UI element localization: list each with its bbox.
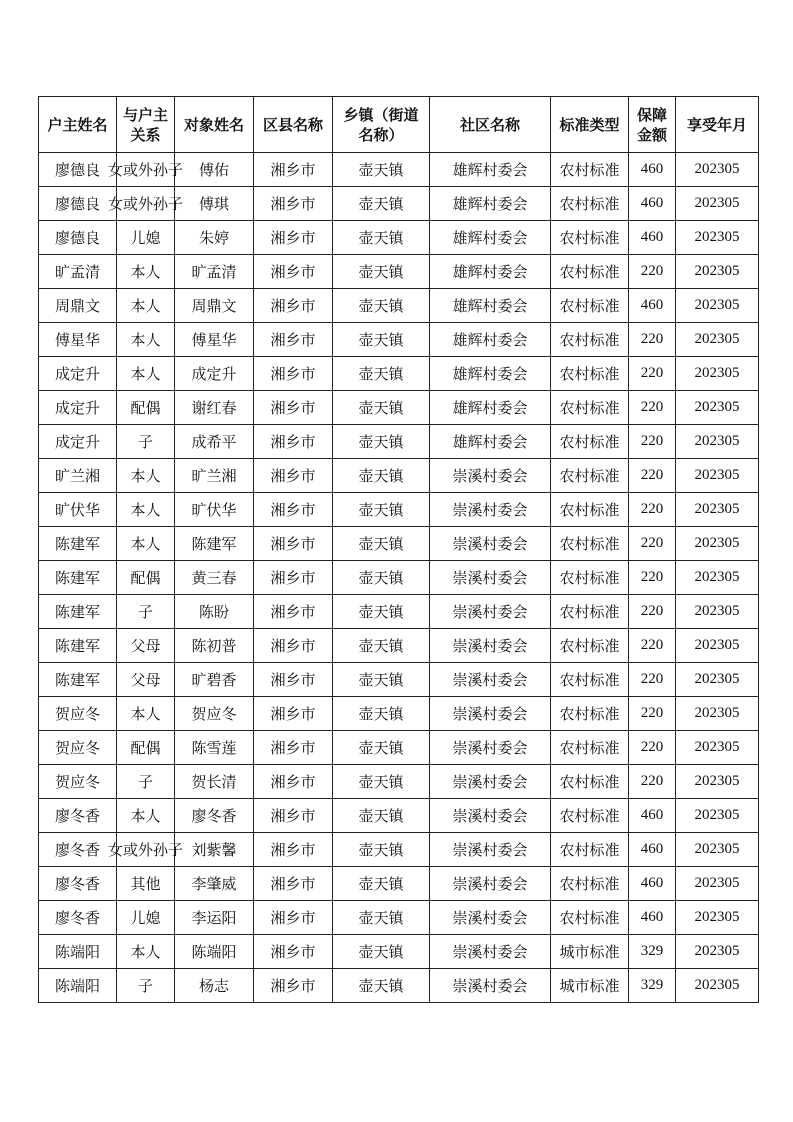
cell-head: 廖冬香 [39, 901, 117, 935]
cell-standard: 农村标准 [551, 561, 629, 595]
cell-month: 202305 [676, 289, 759, 323]
cell-relation: 本人 [117, 935, 175, 969]
cell-community: 雄辉村委会 [430, 187, 551, 221]
cell-standard: 农村标准 [551, 765, 629, 799]
cell-town: 壶天镇 [333, 187, 430, 221]
cell-head: 廖冬香 [39, 833, 117, 867]
cell-town: 壶天镇 [333, 153, 430, 187]
header-relation: 与户主关系 [117, 97, 175, 153]
cell-amount: 220 [629, 629, 676, 663]
cell-standard: 农村标准 [551, 221, 629, 255]
cell-community: 崇溪村委会 [430, 969, 551, 1003]
cell-name: 刘紫馨 [175, 833, 254, 867]
table-row [39, 697, 759, 731]
cell-town: 壶天镇 [333, 391, 430, 425]
table-row [39, 255, 759, 289]
cell-month: 202305 [676, 255, 759, 289]
cell-amount: 220 [629, 731, 676, 765]
table-row [39, 867, 759, 901]
cell-community: 雄辉村委会 [430, 391, 551, 425]
cell-head: 成定升 [39, 425, 117, 459]
cell-county: 湘乡市 [254, 969, 333, 1003]
table-row [39, 527, 759, 561]
cell-standard: 农村标准 [551, 629, 629, 663]
table-row [39, 323, 759, 357]
cell-county: 湘乡市 [254, 765, 333, 799]
cell-town: 壶天镇 [333, 459, 430, 493]
cell-county: 湘乡市 [254, 187, 333, 221]
cell-relation: 其他 [117, 867, 175, 901]
cell-month: 202305 [676, 663, 759, 697]
cell-town: 壶天镇 [333, 357, 430, 391]
cell-standard: 农村标准 [551, 867, 629, 901]
cell-county: 湘乡市 [254, 153, 333, 187]
cell-amount: 220 [629, 697, 676, 731]
cell-amount: 329 [629, 935, 676, 969]
cell-head: 陈建军 [39, 663, 117, 697]
cell-name: 谢红春 [175, 391, 254, 425]
cell-standard: 农村标准 [551, 527, 629, 561]
table-row [39, 153, 759, 187]
header-month: 享受年月 [676, 97, 759, 153]
header-name: 对象姓名 [175, 97, 254, 153]
cell-town: 壶天镇 [333, 493, 430, 527]
cell-amount: 329 [629, 969, 676, 1003]
cell-community: 雄辉村委会 [430, 323, 551, 357]
cell-community: 崇溪村委会 [430, 595, 551, 629]
table-row [39, 663, 759, 697]
cell-relation: 儿媳 [117, 221, 175, 255]
cell-head: 成定升 [39, 357, 117, 391]
cell-head: 廖冬香 [39, 799, 117, 833]
cell-town: 壶天镇 [333, 289, 430, 323]
cell-standard: 农村标准 [551, 731, 629, 765]
cell-county: 湘乡市 [254, 527, 333, 561]
cell-relation: 女或外孙子 [117, 833, 175, 867]
header-county: 区县名称 [254, 97, 333, 153]
cell-head: 廖德良 [39, 187, 117, 221]
table-row [39, 493, 759, 527]
cell-relation: 本人 [117, 357, 175, 391]
cell-head: 贺应冬 [39, 765, 117, 799]
cell-community: 崇溪村委会 [430, 459, 551, 493]
cell-head: 旷兰湘 [39, 459, 117, 493]
cell-amount: 220 [629, 765, 676, 799]
cell-town: 壶天镇 [333, 221, 430, 255]
beneficiary-table [38, 96, 759, 1003]
header-amount: 保障金额 [629, 97, 676, 153]
cell-head: 陈端阳 [39, 935, 117, 969]
cell-month: 202305 [676, 595, 759, 629]
cell-head: 陈端阳 [39, 969, 117, 1003]
cell-name: 陈建军 [175, 527, 254, 561]
cell-month: 202305 [676, 629, 759, 663]
cell-community: 雄辉村委会 [430, 255, 551, 289]
cell-community: 崇溪村委会 [430, 663, 551, 697]
table-row [39, 221, 759, 255]
table-row [39, 289, 759, 323]
cell-relation: 子 [117, 765, 175, 799]
cell-name: 傅琪 [175, 187, 254, 221]
cell-head: 廖德良 [39, 221, 117, 255]
cell-amount: 460 [629, 289, 676, 323]
cell-community: 崇溪村委会 [430, 833, 551, 867]
cell-community: 崇溪村委会 [430, 935, 551, 969]
cell-county: 湘乡市 [254, 459, 333, 493]
cell-name: 廖冬香 [175, 799, 254, 833]
table-row [39, 799, 759, 833]
cell-month: 202305 [676, 901, 759, 935]
cell-amount: 460 [629, 799, 676, 833]
cell-standard: 农村标准 [551, 697, 629, 731]
cell-name: 傅星华 [175, 323, 254, 357]
cell-amount: 220 [629, 459, 676, 493]
cell-amount: 460 [629, 901, 676, 935]
cell-relation: 本人 [117, 799, 175, 833]
cell-town: 壶天镇 [333, 629, 430, 663]
cell-relation: 子 [117, 595, 175, 629]
cell-standard: 农村标准 [551, 663, 629, 697]
cell-town: 壶天镇 [333, 901, 430, 935]
cell-relation: 子 [117, 425, 175, 459]
cell-month: 202305 [676, 561, 759, 595]
cell-name: 傅佑 [175, 153, 254, 187]
table-row [39, 969, 759, 1003]
table-row [39, 595, 759, 629]
cell-amount: 220 [629, 561, 676, 595]
cell-name: 朱婷 [175, 221, 254, 255]
cell-county: 湘乡市 [254, 697, 333, 731]
cell-town: 壶天镇 [333, 935, 430, 969]
cell-head: 陈建军 [39, 527, 117, 561]
cell-town: 壶天镇 [333, 595, 430, 629]
cell-head: 旷孟清 [39, 255, 117, 289]
cell-amount: 220 [629, 391, 676, 425]
cell-standard: 农村标准 [551, 255, 629, 289]
cell-town: 壶天镇 [333, 833, 430, 867]
table-row [39, 731, 759, 765]
cell-county: 湘乡市 [254, 799, 333, 833]
header-head: 户主姓名 [39, 97, 117, 153]
cell-amount: 460 [629, 867, 676, 901]
cell-month: 202305 [676, 867, 759, 901]
cell-county: 湘乡市 [254, 221, 333, 255]
cell-standard: 农村标准 [551, 425, 629, 459]
header-town: 乡镇（街道名称） [333, 97, 430, 153]
cell-town: 壶天镇 [333, 867, 430, 901]
cell-amount: 220 [629, 663, 676, 697]
table-row [39, 833, 759, 867]
cell-amount: 460 [629, 153, 676, 187]
cell-name: 陈盼 [175, 595, 254, 629]
cell-standard: 农村标准 [551, 833, 629, 867]
cell-amount: 220 [629, 493, 676, 527]
cell-month: 202305 [676, 527, 759, 561]
cell-amount: 220 [629, 527, 676, 561]
cell-relation: 父母 [117, 663, 175, 697]
cell-name: 李肇威 [175, 867, 254, 901]
table-header-row [39, 97, 759, 153]
table-row [39, 357, 759, 391]
cell-town: 壶天镇 [333, 527, 430, 561]
cell-head: 傅星华 [39, 323, 117, 357]
cell-town: 壶天镇 [333, 731, 430, 765]
cell-county: 湘乡市 [254, 425, 333, 459]
cell-community: 崇溪村委会 [430, 867, 551, 901]
cell-town: 壶天镇 [333, 425, 430, 459]
cell-name: 旷伏华 [175, 493, 254, 527]
table-row [39, 391, 759, 425]
table-row [39, 629, 759, 663]
cell-name: 黄三春 [175, 561, 254, 595]
cell-standard: 农村标准 [551, 391, 629, 425]
cell-relation: 配偶 [117, 731, 175, 765]
cell-town: 壶天镇 [333, 799, 430, 833]
cell-name: 周鼎文 [175, 289, 254, 323]
cell-name: 旷碧香 [175, 663, 254, 697]
cell-head: 贺应冬 [39, 731, 117, 765]
cell-amount: 220 [629, 255, 676, 289]
cell-standard: 农村标准 [551, 493, 629, 527]
cell-month: 202305 [676, 425, 759, 459]
cell-town: 壶天镇 [333, 663, 430, 697]
cell-relation: 女或外孙子 [117, 153, 175, 187]
cell-head: 陈建军 [39, 595, 117, 629]
cell-standard: 农村标准 [551, 357, 629, 391]
cell-month: 202305 [676, 187, 759, 221]
cell-amount: 460 [629, 187, 676, 221]
cell-community: 崇溪村委会 [430, 629, 551, 663]
cell-month: 202305 [676, 731, 759, 765]
cell-month: 202305 [676, 357, 759, 391]
cell-county: 湘乡市 [254, 493, 333, 527]
cell-amount: 220 [629, 595, 676, 629]
cell-community: 崇溪村委会 [430, 561, 551, 595]
cell-name: 陈初普 [175, 629, 254, 663]
cell-county: 湘乡市 [254, 663, 333, 697]
cell-relation: 父母 [117, 629, 175, 663]
cell-amount: 220 [629, 357, 676, 391]
cell-month: 202305 [676, 935, 759, 969]
cell-county: 湘乡市 [254, 595, 333, 629]
cell-community: 崇溪村委会 [430, 765, 551, 799]
cell-county: 湘乡市 [254, 289, 333, 323]
cell-community: 雄辉村委会 [430, 221, 551, 255]
cell-town: 壶天镇 [333, 323, 430, 357]
cell-county: 湘乡市 [254, 561, 333, 595]
cell-standard: 农村标准 [551, 153, 629, 187]
cell-standard: 城市标准 [551, 969, 629, 1003]
cell-month: 202305 [676, 391, 759, 425]
cell-community: 崇溪村委会 [430, 799, 551, 833]
cell-standard: 农村标准 [551, 323, 629, 357]
cell-community: 雄辉村委会 [430, 153, 551, 187]
cell-name: 旷兰湘 [175, 459, 254, 493]
table-row [39, 459, 759, 493]
cell-head: 廖德良 [39, 153, 117, 187]
cell-community: 崇溪村委会 [430, 493, 551, 527]
table-row [39, 935, 759, 969]
cell-community: 雄辉村委会 [430, 425, 551, 459]
cell-month: 202305 [676, 221, 759, 255]
cell-month: 202305 [676, 799, 759, 833]
cell-month: 202305 [676, 969, 759, 1003]
cell-name: 陈端阳 [175, 935, 254, 969]
cell-month: 202305 [676, 765, 759, 799]
cell-name: 成希平 [175, 425, 254, 459]
cell-head: 陈建军 [39, 561, 117, 595]
cell-name: 贺应冬 [175, 697, 254, 731]
cell-community: 崇溪村委会 [430, 901, 551, 935]
cell-name: 杨志 [175, 969, 254, 1003]
cell-county: 湘乡市 [254, 833, 333, 867]
cell-amount: 220 [629, 425, 676, 459]
cell-community: 雄辉村委会 [430, 289, 551, 323]
cell-name: 陈雪莲 [175, 731, 254, 765]
cell-community: 雄辉村委会 [430, 357, 551, 391]
cell-county: 湘乡市 [254, 731, 333, 765]
cell-town: 壶天镇 [333, 765, 430, 799]
cell-relation: 本人 [117, 459, 175, 493]
cell-amount: 460 [629, 833, 676, 867]
cell-month: 202305 [676, 459, 759, 493]
cell-standard: 农村标准 [551, 595, 629, 629]
cell-standard: 农村标准 [551, 459, 629, 493]
cell-head: 周鼎文 [39, 289, 117, 323]
cell-head: 贺应冬 [39, 697, 117, 731]
cell-community: 崇溪村委会 [430, 731, 551, 765]
table-row [39, 561, 759, 595]
cell-month: 202305 [676, 833, 759, 867]
cell-county: 湘乡市 [254, 867, 333, 901]
cell-month: 202305 [676, 697, 759, 731]
cell-relation: 本人 [117, 289, 175, 323]
cell-month: 202305 [676, 323, 759, 357]
cell-relation: 本人 [117, 493, 175, 527]
cell-town: 壶天镇 [333, 697, 430, 731]
cell-name: 李运阳 [175, 901, 254, 935]
table-row [39, 901, 759, 935]
table-row [39, 425, 759, 459]
cell-head: 成定升 [39, 391, 117, 425]
table-row [39, 187, 759, 221]
cell-county: 湘乡市 [254, 935, 333, 969]
cell-head: 旷伏华 [39, 493, 117, 527]
cell-month: 202305 [676, 493, 759, 527]
cell-relation: 本人 [117, 527, 175, 561]
cell-name: 贺长清 [175, 765, 254, 799]
cell-month: 202305 [676, 153, 759, 187]
cell-relation: 配偶 [117, 561, 175, 595]
cell-county: 湘乡市 [254, 255, 333, 289]
cell-relation: 女或外孙子 [117, 187, 175, 221]
cell-standard: 农村标准 [551, 187, 629, 221]
cell-county: 湘乡市 [254, 357, 333, 391]
cell-standard: 城市标准 [551, 935, 629, 969]
cell-standard: 农村标准 [551, 901, 629, 935]
cell-county: 湘乡市 [254, 901, 333, 935]
header-standard: 标准类型 [551, 97, 629, 153]
header-community: 社区名称 [430, 97, 551, 153]
cell-amount: 220 [629, 323, 676, 357]
cell-county: 湘乡市 [254, 323, 333, 357]
cell-relation: 本人 [117, 255, 175, 289]
cell-county: 湘乡市 [254, 629, 333, 663]
cell-relation: 儿媳 [117, 901, 175, 935]
cell-community: 崇溪村委会 [430, 697, 551, 731]
cell-town: 壶天镇 [333, 969, 430, 1003]
table-body [39, 153, 759, 1003]
cell-relation: 本人 [117, 697, 175, 731]
cell-name: 旷孟清 [175, 255, 254, 289]
table-row [39, 765, 759, 799]
cell-relation: 配偶 [117, 391, 175, 425]
cell-name: 成定升 [175, 357, 254, 391]
cell-relation: 本人 [117, 323, 175, 357]
cell-amount: 460 [629, 221, 676, 255]
cell-county: 湘乡市 [254, 391, 333, 425]
cell-standard: 农村标准 [551, 799, 629, 833]
cell-head: 陈建军 [39, 629, 117, 663]
cell-town: 壶天镇 [333, 255, 430, 289]
cell-community: 崇溪村委会 [430, 527, 551, 561]
cell-town: 壶天镇 [333, 561, 430, 595]
cell-relation: 子 [117, 969, 175, 1003]
cell-standard: 农村标准 [551, 289, 629, 323]
cell-head: 廖冬香 [39, 867, 117, 901]
